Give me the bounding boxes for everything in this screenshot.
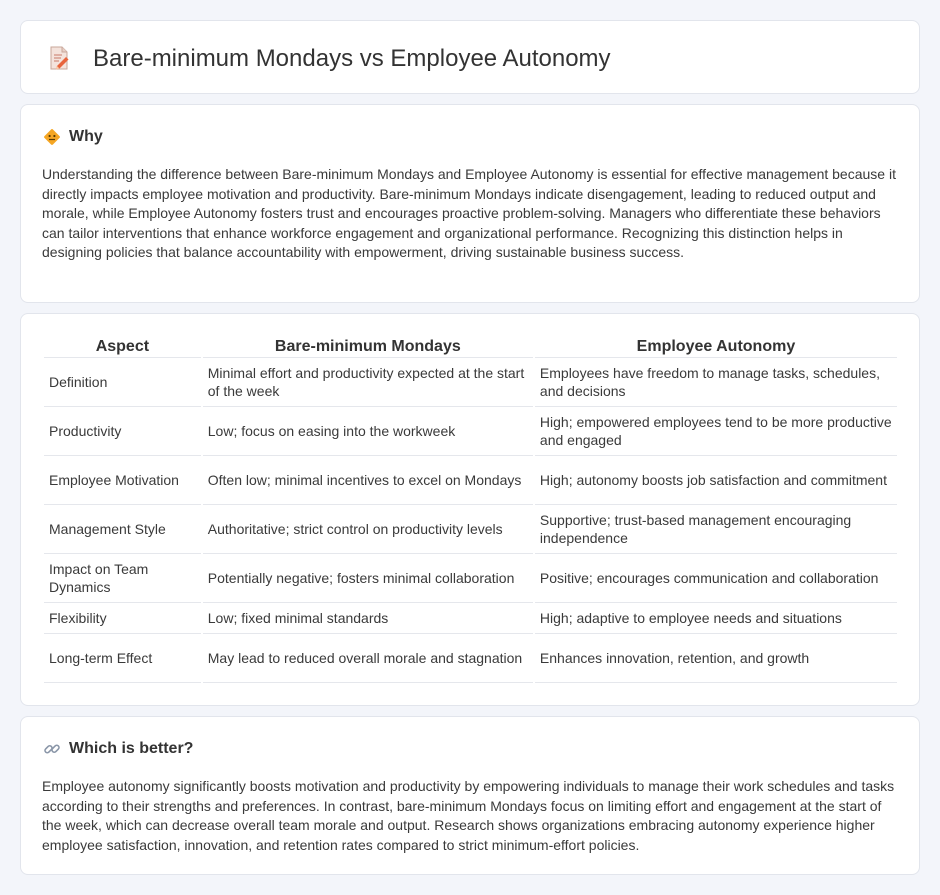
table-row <box>44 634 897 683</box>
row-autonomy: Positive; encourages communication and collaboration <box>535 554 897 603</box>
row-autonomy: Supportive; trust-based management encouraging independence <box>535 505 897 554</box>
row-bare-minimum: Low; focus on easing into the workweek <box>203 407 533 456</box>
row-aspect: Employee Motivation <box>44 456 201 505</box>
document-pencil-icon <box>47 45 71 71</box>
row-bare-minimum: Authoritative; strict control on productivity levels <box>203 505 533 554</box>
row-aspect: Impact on Team Dynamics <box>44 554 201 603</box>
better-title: Which is better? <box>69 740 194 757</box>
table-row <box>44 358 897 407</box>
better-text: Employee autonomy significantly boosts motivation and productivity by empowering individuals to manage their work schedules and tasks according to their strengths and preferences. In contrast, bare-minimum Mondays focus on limiting effort and engagement at the start of the week, which can decrease overall team morale and output. Research shows organizations embracing autonomy experience higher employee satisfaction, innovation, and retention rates compared to strict minimum-effort policies. <box>42 778 895 853</box>
table-header-row <box>44 336 897 358</box>
row-bare-minimum: Low; fixed minimal standards <box>203 603 533 634</box>
why-heading <box>43 127 103 147</box>
row-aspect: Definition <box>44 358 201 407</box>
why-section <box>20 104 920 303</box>
page-title: Bare-minimum Mondays vs Employee Autonomy <box>93 45 611 72</box>
why-text: Understanding the difference between Bare-minimum Mondays and Employee Autonomy is essential for effective management because it directly impacts employee motivation and productivity. Bare-minimum Mondays indicate disengagement, leading to reduced output and morale, while Employee Autonomy fosters trust and encourages proactive problem-solving. Managers who differentiate these behaviors can tailor interventions that enhance workforce engagement and organizational performance. Recognizing this distinction helps in designing policies that balance accountability with empowerment, driving sustainable business success. <box>42 166 896 260</box>
comparison-section <box>20 313 920 706</box>
table-row <box>44 505 897 554</box>
warning-sign-icon <box>43 128 61 146</box>
table-row <box>44 603 897 634</box>
better-heading <box>43 739 193 759</box>
why-title: Why <box>69 128 103 145</box>
row-bare-minimum: Potentially negative; fosters minimal collaboration <box>203 554 533 603</box>
row-bare-minimum: Often low; minimal incentives to excel on Mondays <box>203 456 533 505</box>
row-autonomy: High; autonomy boosts job satisfaction and commitment <box>535 456 897 505</box>
header-aspect: Aspect <box>44 336 201 358</box>
row-autonomy: High; adaptive to employee needs and situations <box>535 603 897 634</box>
table-row <box>44 456 897 505</box>
row-aspect: Long-term Effect <box>44 634 201 683</box>
row-autonomy: Enhances innovation, retention, and growth <box>535 634 897 683</box>
row-aspect: Productivity <box>44 407 201 456</box>
row-bare-minimum: May lead to reduced overall morale and stagnation <box>203 634 533 683</box>
header-bare-minimum-mondays: Bare-minimum Mondays <box>203 336 533 358</box>
which-is-better-section <box>20 716 920 875</box>
row-autonomy: Employees have freedom to manage tasks, schedules, and decisions <box>535 358 897 407</box>
comparison-table <box>42 336 899 683</box>
table-row <box>44 554 897 603</box>
row-bare-minimum: Minimal effort and productivity expected at the start of the week <box>203 358 533 407</box>
table-row <box>44 407 897 456</box>
row-aspect: Flexibility <box>44 603 201 634</box>
link-icon <box>43 740 61 758</box>
row-aspect: Management Style <box>44 505 201 554</box>
header-card <box>20 20 920 94</box>
header-employee-autonomy: Employee Autonomy <box>535 336 897 358</box>
row-autonomy: High; empowered employees tend to be more productive and engaged <box>535 407 897 456</box>
